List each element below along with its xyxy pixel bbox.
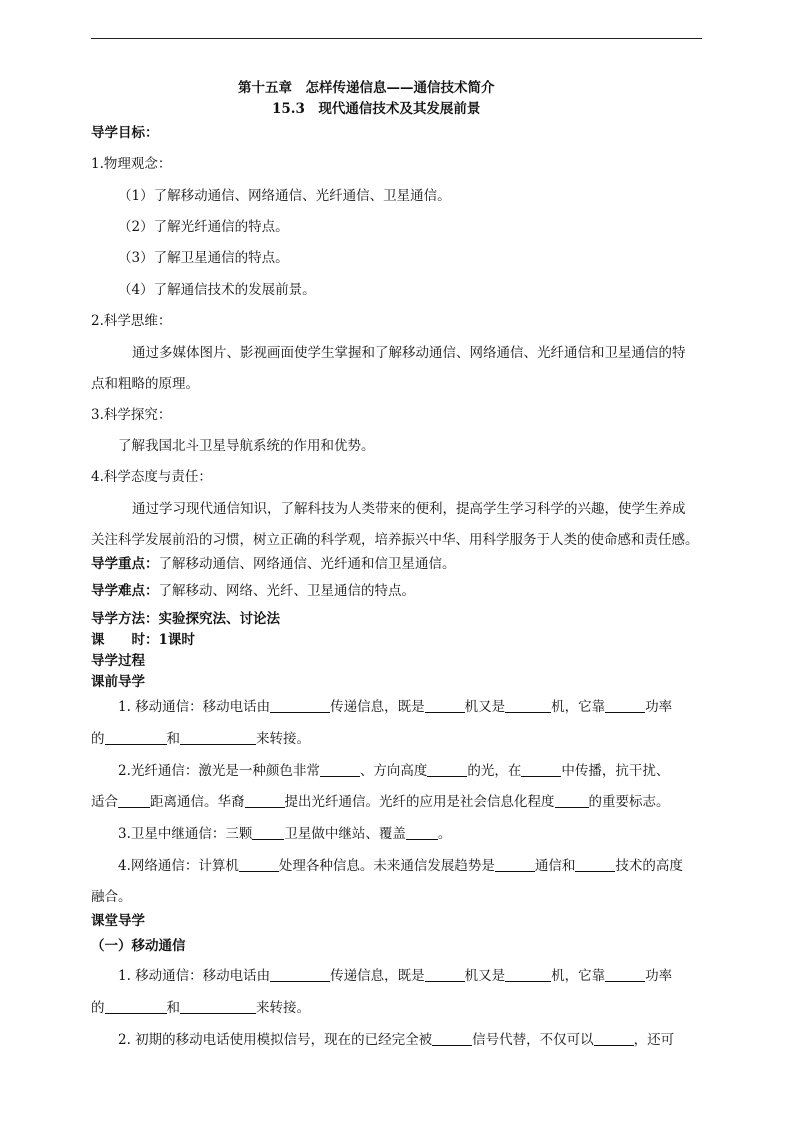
inclass-q1-line2 (91, 1000, 310, 1016)
period-value: 1课时 (158, 632, 195, 648)
blank[interactable] (105, 1000, 167, 1014)
text: 。 (437, 826, 452, 842)
text: 机又是 (464, 968, 506, 984)
blank[interactable] (605, 699, 645, 713)
text: 来转接。 (256, 1000, 310, 1016)
text: 的光，在 (467, 763, 522, 779)
text: 机又是 (464, 699, 506, 715)
class-period (91, 632, 195, 648)
text: 、方向高度 (359, 763, 428, 779)
objective-1-item: （1）了解移动通信、网络通信、光纤通信、卫星通信。 (118, 188, 451, 204)
blank[interactable] (245, 794, 285, 808)
key-points-label: 导学重点： (91, 556, 159, 572)
blank[interactable] (495, 858, 535, 872)
text: 信号代替，不仅可以 (472, 1032, 594, 1048)
blank[interactable] (432, 1032, 472, 1046)
objective-1-item: （2）了解光纤通信的特点。 (118, 219, 289, 235)
text: 处理各种信息。未来通信发展趋势是 (278, 858, 495, 874)
header-rule (91, 38, 702, 39)
objective-2-text-line2: 点和粗略的原理。 (91, 376, 199, 392)
text: 机，它靠 (551, 699, 606, 715)
key-points (91, 556, 456, 572)
objective-1-item: （4）了解通信技术的发展前景。 (118, 282, 316, 298)
text: 传递信息，既是 (330, 968, 425, 984)
blank[interactable] (118, 794, 150, 808)
text: 的重要标志。 (588, 794, 670, 810)
text: 的 (91, 731, 105, 747)
preclass-q1-line1 (118, 699, 672, 715)
objective-1-item: （3）了解卫星通信的特点。 (118, 250, 289, 266)
text: ，还可 (633, 1032, 675, 1048)
text: 2. 初期的移动电话使用模拟信号，现在的已经完全被 (118, 1032, 433, 1048)
text: 距离通信。华裔 (150, 794, 245, 810)
blank[interactable] (575, 858, 615, 872)
text: 传递信息，既是 (330, 699, 425, 715)
text: 机，它靠 (551, 968, 606, 984)
blank[interactable] (594, 1032, 634, 1046)
objective-3-heading: 3.科学探究： (91, 407, 172, 423)
text: 功率 (645, 968, 673, 984)
text: 适合 (91, 794, 118, 810)
text: 1. 移动通信：移动电话由 (118, 699, 271, 715)
preclass-q2-line1 (118, 763, 669, 779)
difficulties (91, 583, 415, 599)
preclass-q3 (118, 826, 451, 842)
objectives-heading: 导学目标： (91, 125, 159, 141)
objective-4-text-line2: 关注科学发展前沿的习惯，树立正确的科学观，培养振兴中华、用科学服务于人类的使命感和责任感。 (91, 532, 699, 548)
preclass-q2-line2 (91, 794, 670, 810)
blank[interactable] (505, 699, 551, 713)
blank[interactable] (406, 826, 438, 840)
text: 3.卫星中继通信：三颗 (118, 826, 253, 842)
period-label: 课 时： (91, 632, 159, 648)
objective-1-heading: 1.物理观念： (91, 156, 172, 172)
text: 来转接。 (256, 731, 310, 747)
methods: 导学方法：实验探究法、讨论法 (91, 611, 280, 627)
preclass-q4-line2: 融合。 (91, 889, 132, 905)
inclass-heading: 课堂导学 (91, 913, 145, 929)
text: 和 (166, 1000, 180, 1016)
inclass-q1-line1 (118, 968, 672, 984)
text: 2.光纤通信：激光是一种颜色非常 (118, 763, 320, 779)
text: 1. 移动通信：移动电话由 (118, 968, 271, 984)
blank[interactable] (555, 794, 589, 808)
inclass-q2-line1 (118, 1032, 674, 1048)
difficulties-label: 导学难点： (91, 583, 159, 599)
inclass-subheading-mobile: （一）移动通信 (91, 938, 186, 954)
objective-4-heading: 4.科学态度与责任： (91, 469, 212, 485)
blank[interactable] (252, 826, 284, 840)
objective-3-text: 了解我国北斗卫星导航系统的作用和优势。 (118, 438, 375, 454)
preclass-heading: 课前导学 (91, 674, 145, 690)
text: 中传播，抗干扰、 (561, 763, 670, 779)
blank[interactable] (427, 763, 467, 777)
section-title: 15.3 现代通信技术及其发展前景 (272, 101, 481, 117)
text: 和 (166, 731, 180, 747)
chapter-title: 第十五章 怎样传递信息——通信技术简介 (238, 80, 495, 96)
key-points-text: 了解移动通信、网络通信、光纤通和信卫星通信。 (158, 556, 456, 572)
blank[interactable] (239, 858, 279, 872)
blank[interactable] (521, 763, 561, 777)
blank[interactable] (605, 968, 645, 982)
text: 的 (91, 1000, 105, 1016)
text: 功率 (645, 699, 673, 715)
blank[interactable] (425, 968, 465, 982)
blank[interactable] (270, 968, 330, 982)
blank[interactable] (105, 731, 167, 745)
objective-2-text-line1: 通过多媒体图片、影视画面使学生掌握和了解移动通信、网络通信、光纤通信和卫星通信的特 (132, 345, 686, 361)
process-heading: 导学过程 (91, 653, 145, 669)
text: 通信和 (534, 858, 576, 874)
text: 4.网络通信：计算机 (118, 858, 239, 874)
blank[interactable] (180, 731, 256, 745)
blank[interactable] (505, 968, 551, 982)
blank[interactable] (425, 699, 465, 713)
objective-2-heading: 2.科学思维： (91, 313, 172, 329)
preclass-q1-line2 (91, 731, 310, 747)
text: 卫星做中继站、覆盖 (284, 826, 406, 842)
blank[interactable] (270, 699, 330, 713)
preclass-q4-line1 (118, 858, 683, 874)
text: 提出光纤通信。光纤的应用是社会信息化程度 (284, 794, 555, 810)
difficulties-text: 了解移动、网络、光纤、卫星通信的特点。 (158, 583, 415, 599)
text: 技术的高度 (615, 858, 683, 874)
objective-4-text-line1: 通过学习现代通信知识，了解科技为人类带来的便利，提高学生学习科学的兴趣，使学生养成 (132, 501, 686, 517)
blank[interactable] (180, 1000, 256, 1014)
blank[interactable] (320, 763, 360, 777)
